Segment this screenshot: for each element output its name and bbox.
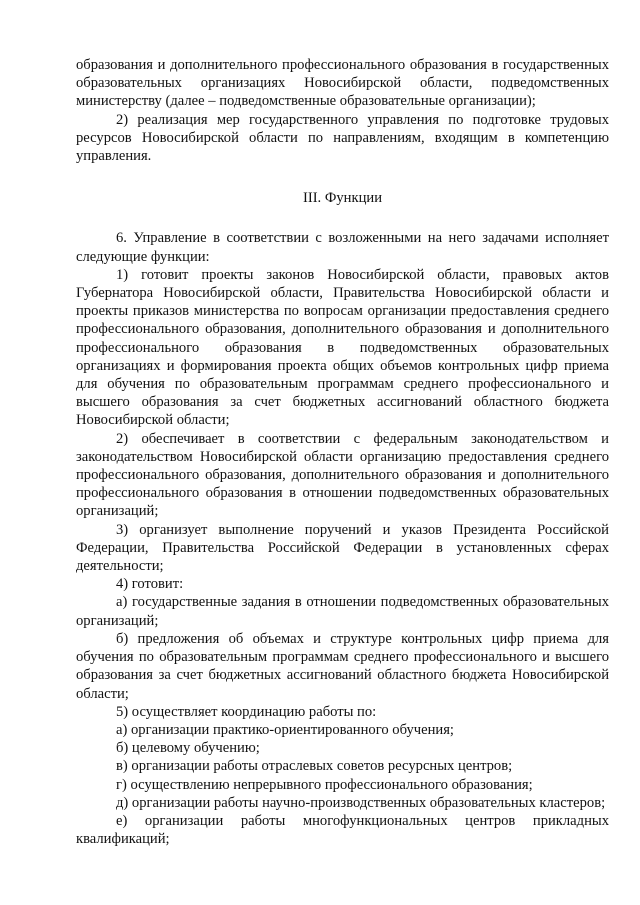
paragraph-function-5c: в) организации работы отраслевых советов ресурсных центров; <box>116 758 513 775</box>
paragraph-function-4a: а) государственные задания в отношении подведомственных образовательных организаций; <box>76 594 609 629</box>
document-page <box>76 56 609 848</box>
paragraph-top-1: образования и дополнительного профессионального образования в государственных образовательных организациях Новосибирской области, подведомственных министерству (далее – подведомственные образовательные организации); <box>76 57 609 110</box>
paragraph-top-2: 2) реализация мер государственного управления по подготовке трудовых ресурсов Новосибирской области по направлениям, входящим в компетенцию управления. <box>76 111 609 165</box>
paragraph-function-4: 4) готовит: <box>116 576 184 593</box>
paragraph-function-5: 5) осуществляет координацию работы по: <box>116 703 377 720</box>
paragraph-function-5f: е) организации работы многофункциональных центров прикладных квалификаций; <box>76 812 609 848</box>
paragraph-function-5b: б) целевому обучению; <box>116 740 260 757</box>
paragraph-function-5e: д) организации работы научно-производственных образовательных кластеров; <box>116 794 606 811</box>
paragraph-function-1: 1) готовит проекты законов Новосибирской области, правовых актов Губернатора Новосибирской области, Правительства Новосибирской области и проекты приказов министерства по вопросам организации предоставления среднего профессионального образования, дополнительного образования и дополнительного профессионального образования в подведомственных образовательных организациях и формирования проекта общих объемов контрольных цифр приема для обучения по образовательным программам среднего профессионального и высшего образования за счет бюджетных ассигнований областного бюджета Новосибирской области; <box>76 266 609 429</box>
paragraph-function-5a: а) организации практико-ориентированного обучения; <box>116 721 454 738</box>
paragraph-function-5d: г) осуществлению непрерывного профессионального образования; <box>116 776 533 793</box>
paragraph-function-4b: б) предложения об объемах и структуре контрольных цифр приема для обучения по образовательным программам среднего профессионального и высшего образования за счет бюджетных ассигнований областного бюджета Новосибирской области; <box>76 630 609 702</box>
paragraph-function-3: 3) организует выполнение поручений и указов Президента Российской Федерации, Правительства Российской Федерации в установленных сферах деятельности; <box>76 521 609 575</box>
paragraph-function-2: 2) обеспечивает в соответствии с федеральным законодательством и законодательством Новосибирской области организацию предоставления среднего профессионального образования, дополнительного образования и дополнительного профессионального образования в отношении подведомственных образовательных организаций; <box>76 430 609 520</box>
paragraph-6: 6. Управление в соответствии с возложенными на него задачами исполняет следующие функции: <box>76 230 609 265</box>
section-heading: III. Функции <box>302 190 383 207</box>
